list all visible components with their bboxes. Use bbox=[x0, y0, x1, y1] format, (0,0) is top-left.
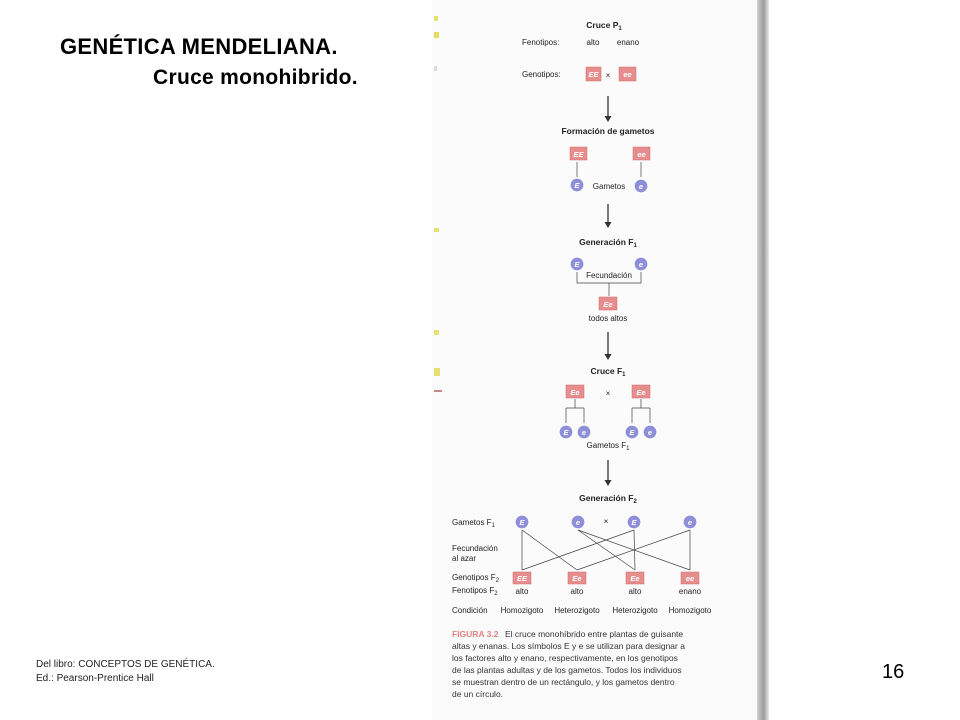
cross-diagram bbox=[432, 0, 765, 720]
row-gametos-label: Gametos $F_1$ bbox=[452, 518, 495, 529]
page-number: 16 bbox=[882, 661, 905, 683]
f2-condition-text: Heterozigoto bbox=[554, 606, 600, 615]
caption-line-5: se muestran dentro de un rectángulo, y los gametos dentro bbox=[452, 677, 675, 687]
slide-subtitle: Cruce monohibrido. bbox=[153, 66, 358, 89]
fenotipos-label-text: Fenotipos: bbox=[522, 38, 560, 47]
f1-cross-right-text: Ee bbox=[636, 388, 646, 397]
f2-phenotype-text: enano bbox=[678, 587, 702, 596]
gametos-label: Gametos bbox=[592, 182, 626, 191]
f2-gamete-1-text: E bbox=[519, 518, 525, 527]
row-genotipos-label: Genotipos $F_2$ bbox=[452, 573, 499, 584]
caption-line-6: de un círculo. bbox=[452, 689, 504, 699]
phenotype-tall: alto bbox=[586, 38, 600, 47]
f2-condition-text: Heterozigoto bbox=[612, 606, 658, 615]
f1-phenotype: todos altos bbox=[588, 314, 628, 323]
f2-genotype-text: ee bbox=[685, 574, 695, 583]
f1-genotype-text: Ee bbox=[603, 300, 613, 309]
caption-label: FIGURA 3.2 bbox=[452, 629, 499, 639]
f2-offspring-row bbox=[501, 572, 712, 615]
f1-header: Generación $F_1$ bbox=[579, 237, 637, 249]
f2-phenotype-text: alto bbox=[570, 587, 584, 596]
f1-gamete-e-text: e bbox=[638, 260, 644, 269]
f1-cross-gamete-4-text: e bbox=[647, 428, 653, 437]
f1-cross-gamete-2-text: e bbox=[581, 428, 587, 437]
page-spine-shadow bbox=[757, 0, 769, 720]
cross-symbol-f1: × bbox=[605, 389, 611, 398]
f2-gamete-4-text: e bbox=[687, 518, 693, 527]
row-fenotipos-label: Fenotipos $F_2$ bbox=[452, 586, 498, 597]
credit-line-2: Ed.: Pearson-Prentice Hall bbox=[36, 673, 154, 684]
f2-condition-text: Homozigoto bbox=[500, 606, 544, 615]
f1-cross-gamete-3-text: E bbox=[629, 428, 635, 437]
f1-cross-gamete-1-text: E bbox=[563, 428, 569, 437]
parent-EE-text: EE bbox=[573, 150, 584, 159]
cross-symbol-p1: × bbox=[605, 71, 611, 80]
row-condicion-label: Condición bbox=[452, 606, 488, 615]
parent-ee-text: ee bbox=[637, 150, 646, 159]
f2-phenotype-text: alto bbox=[628, 587, 642, 596]
f2-genotype-text: Ee bbox=[630, 574, 640, 583]
slide-title: GENÉTICA MENDELIANA. bbox=[60, 34, 338, 59]
gamete-e-text: e bbox=[638, 182, 644, 191]
f2-gamete-2-text: e bbox=[575, 518, 581, 527]
genotype-ee-text: ee bbox=[623, 70, 632, 79]
row-fecundacion-label-1: Fecundación bbox=[452, 544, 498, 553]
caption-line-2: altas y enanas. Los símbolos E y e se utilizan para designar a bbox=[452, 641, 685, 651]
f2-genotype-text: Ee bbox=[572, 574, 582, 583]
f1-gamete-E-text: E bbox=[574, 260, 580, 269]
gamete-E-text: E bbox=[574, 181, 580, 190]
scan-artifacts bbox=[434, 16, 442, 392]
caption-line-1: El cruce monohíbrido entre plantas de guisante bbox=[505, 629, 684, 639]
credit-line-1: Del libro: CONCEPTOS DE GENÉTICA. bbox=[36, 659, 215, 670]
f2-genotype-text: EE bbox=[516, 574, 528, 583]
phenotype-dwarf: enano bbox=[616, 38, 640, 47]
monohybrid-cross-figure bbox=[432, 0, 765, 720]
f2-fertilization-lines bbox=[522, 530, 690, 570]
fecundacion-label: Fecundación bbox=[586, 271, 632, 280]
f2-header: Generación $F_2$ bbox=[579, 493, 637, 505]
gametos-f1-label: Gametos $F_1$ bbox=[586, 441, 630, 452]
caption-line-3: los factores alto y enano, respectivamente, en los genotipos bbox=[452, 653, 678, 663]
gametes-header: Formación de gametos bbox=[561, 126, 655, 136]
f2-condition-text: Homozigoto bbox=[668, 606, 712, 615]
f2-phenotype-text: alto bbox=[515, 587, 529, 596]
caption-line-4: de las plantas adultas y de los gametos. Todos los individuos bbox=[452, 665, 682, 675]
genotipos-label: Genotipos: bbox=[522, 70, 561, 79]
genotype-EE-text: EE bbox=[588, 70, 599, 79]
f2-gamete-3-text: E bbox=[631, 518, 637, 527]
f1-cross-left-text: Ee bbox=[570, 388, 580, 397]
cross-symbol-f2: × bbox=[603, 517, 609, 526]
p1-header: Cruce $P_1$ bbox=[586, 20, 622, 32]
row-fecundacion-label-2: al azar bbox=[452, 554, 477, 563]
f1-cross-header: Cruce $F_1$ bbox=[590, 366, 626, 378]
